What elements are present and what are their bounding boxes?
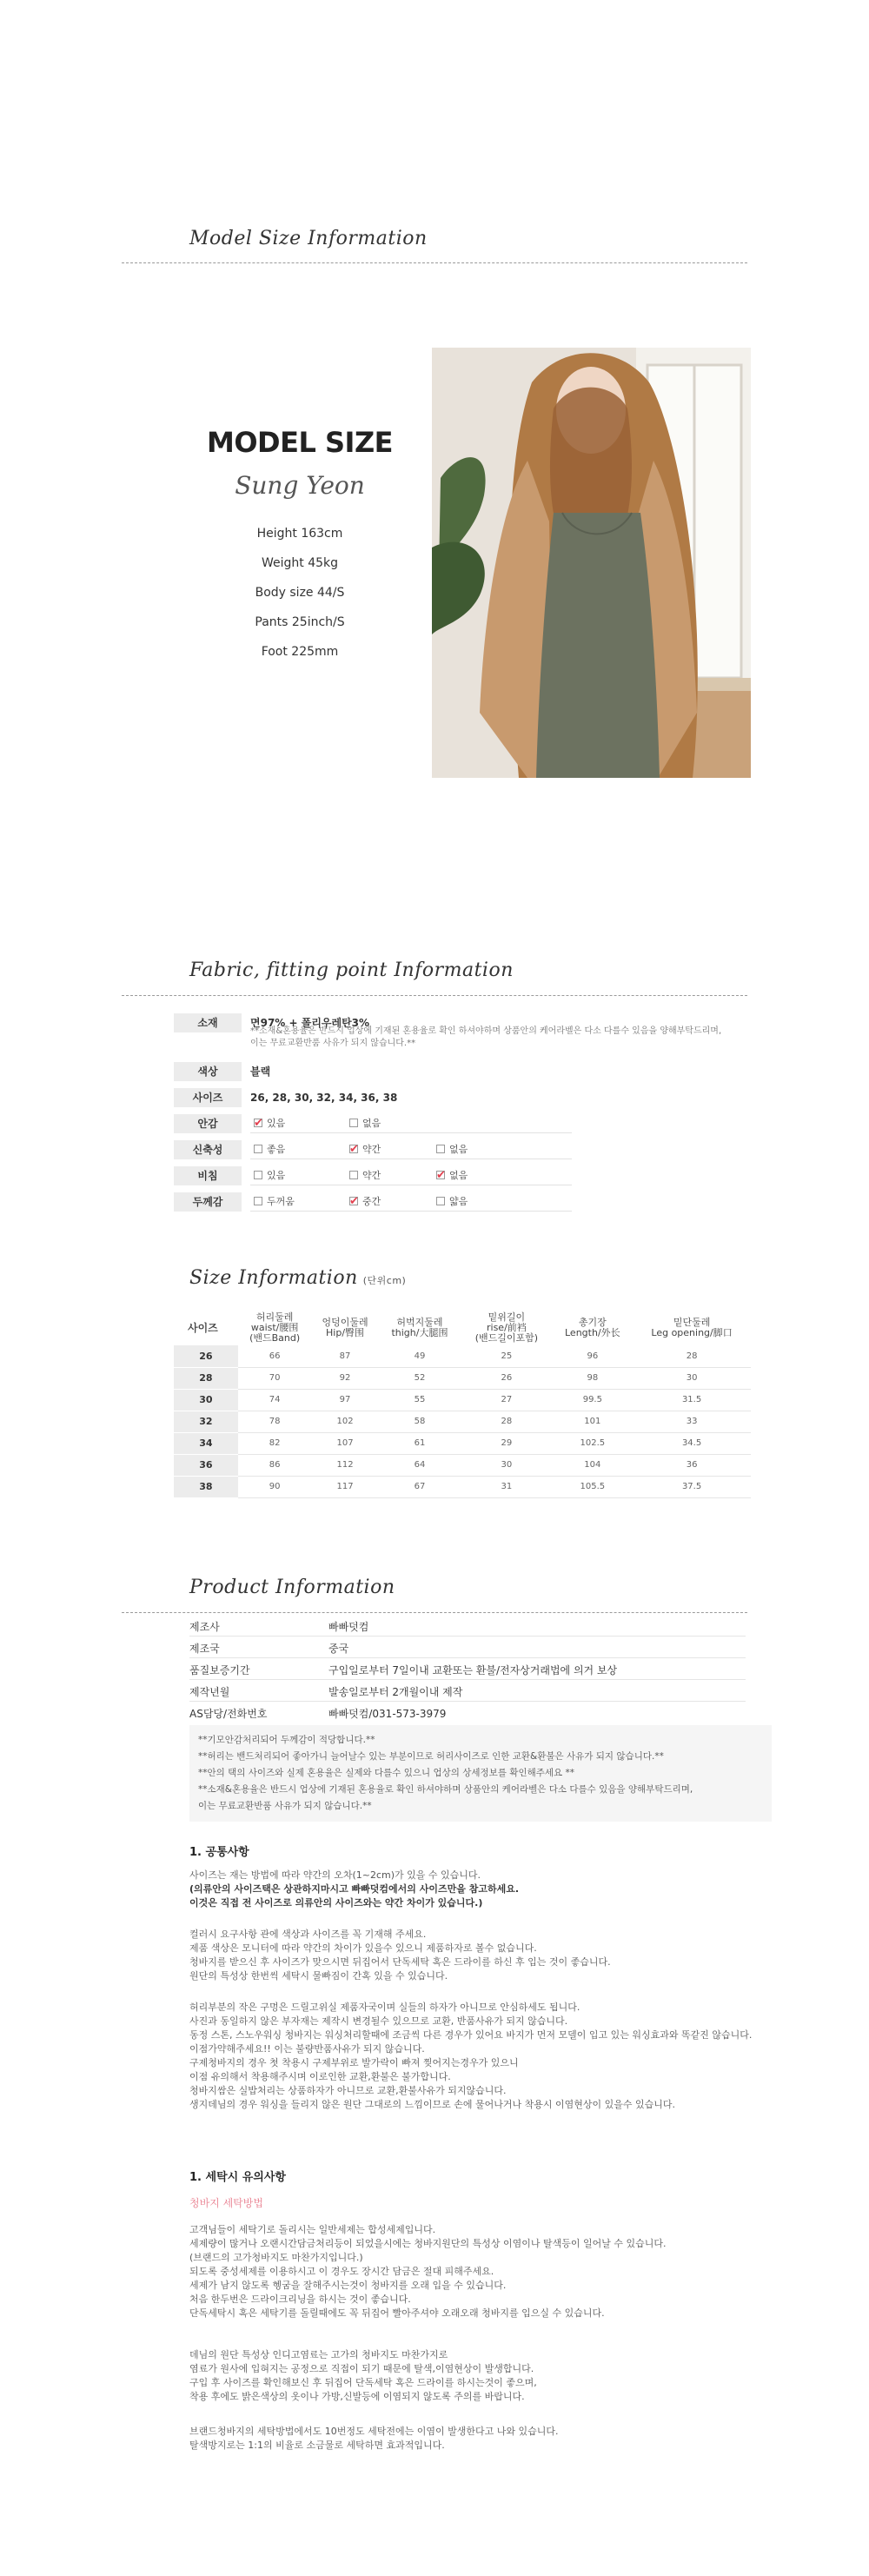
checkbox-icon[interactable] [436,1171,445,1179]
measurement-cell: 61 [379,1432,461,1454]
measurement-cell: 26 [461,1367,552,1389]
fabric-label: 소재 [174,1013,242,1032]
model-stats [191,519,408,667]
model-size-heading: MODEL SIZE [206,426,393,459]
divider [122,995,747,996]
row-divider [189,1679,746,1680]
measurement-cell: 64 [379,1454,461,1476]
fabric-label: 신축성 [174,1140,242,1159]
fabric-label: 사이즈 [174,1088,242,1107]
model-height: Height 163cm [256,527,343,541]
measurement-cell: 33 [633,1411,751,1432]
option-thickness-medium[interactable]: ✔ 중간 [349,1192,381,1212]
model-photo [432,348,751,778]
size-unit: (단위cm) [362,1275,407,1286]
checkbox-icon[interactable] [349,1171,358,1179]
option-sheer-slight[interactable]: 약간 [349,1166,381,1185]
fabric-label: 색상 [174,1062,242,1081]
measurement-cell: 31.5 [633,1389,751,1411]
size-label-cell: 32 [174,1411,238,1432]
fabric-row-sheer [174,1166,765,1185]
product-note: **허리는 밴드처리되어 좋아가니 늘어날수 있는 부분이므로 허리사이즈로 인한 교환&환불은 사유가 되지 않습니다.** [198,1751,664,1762]
measurement-cell: 86 [238,1454,312,1476]
row-divider [189,1636,746,1637]
option-sheer-none[interactable]: ✔ 없음 [436,1166,468,1185]
measurement-cell: 70 [238,1367,312,1389]
checkbox-icon[interactable] [254,1171,262,1179]
section-title-size: Size Information (단위cm) [189,1267,407,1289]
measurement-cell: 34.5 [633,1432,751,1454]
size-table [174,1311,751,1498]
measurement-cell: 90 [238,1476,312,1497]
thigh-col-header: 허벅지둘레 thigh/大腿围 [391,1317,448,1338]
checkbox-icon[interactable] [254,1145,262,1153]
measurement-cell: 78 [238,1411,312,1432]
size-table-row [174,1389,751,1411]
fabric-label: 비침 [174,1166,242,1185]
measurement-cell: 49 [379,1345,461,1367]
measurement-cell: 102.5 [553,1432,634,1454]
product-note: **소재&혼용율은 반드시 업상에 기재된 혼용율로 확인 하셔야하며 상품안의 케어라벨은 다소 다를수 있음을 양해부탁드리며, [198,1784,693,1795]
option-thickness-thin[interactable]: 얇음 [436,1192,468,1212]
row-divider [189,1657,746,1658]
measurement-cell: 52 [379,1367,461,1389]
fabric-label: 안감 [174,1114,242,1133]
fabric-value: 블랙 [250,1066,271,1078]
fabric-note: **소재&혼용율은 반드시 업상에 기재된 혼용율로 확인 하셔야하며 상품안의 케어라벨은 다소 다를수 있음을 양해부탁드리며, 이는 무료교환반품 사유가 되지 않습니다.** [250,1026,722,1048]
model-pants: Pants 25inch/S [255,615,345,629]
fabric-row-lining [174,1114,765,1133]
product-notes [189,1725,772,1822]
rise-col-header: 밑위길이 rise/前裆 (밴드길이포함) [474,1311,539,1344]
option-stretch-slight[interactable]: ✔ 약간 [349,1140,381,1159]
measurement-cell: 30 [461,1454,552,1476]
measurement-cell: 27 [461,1389,552,1411]
measurement-cell: 112 [311,1454,378,1476]
measurement-cell: 74 [238,1389,312,1411]
section-title-product: Product Information [189,1577,395,1598]
measurement-cell: 55 [379,1389,461,1411]
size-table-header [174,1311,751,1345]
divider [122,262,747,263]
wash-subheading: 청바지 세탁방법 [189,2197,263,2209]
measurement-cell: 104 [553,1454,634,1476]
fabric-label: 두께감 [174,1192,242,1212]
row-divider [250,1211,572,1212]
size-label-cell: 26 [174,1345,238,1367]
size-table-row [174,1345,751,1367]
size-label-cell: 36 [174,1454,238,1476]
model-info [191,426,408,667]
measurement-cell: 105.5 [553,1476,634,1497]
wash-group-2: 데님의 원단 특성상 인디고염료는 고가의 청바지도 마찬가지로 염료가 원사에 입혀지는 공정으로 직접이 되기 때문에 탈색,이염현상이 발생합니다. 구입 후 사이즈를 확인해보신 후 뒤집어 단독세탁 혹은 드라이를 하시는것이 좋으며, 착용 후에도 밝은색상의 옷이나 가방,신발등에 이염되지 않도록 주의를 바랍니다. [189,2349,537,2402]
measurement-cell: 25 [461,1345,552,1367]
option-stretch-none[interactable]: 없음 [436,1140,468,1159]
fabric-value: 26, 28, 30, 32, 34, 36, 38 [250,1092,398,1104]
checkbox-icon[interactable] [254,1119,262,1127]
measurement-cell: 31 [461,1476,552,1497]
fabric-value: 면97% + 폴리우레탄3% [250,1017,370,1029]
measurement-cell: 117 [311,1476,378,1497]
size-label-cell: 30 [174,1389,238,1411]
option-stretch-good[interactable]: 좋음 [254,1140,285,1159]
measurement-cell: 98 [553,1367,634,1389]
measurement-cell: 87 [311,1345,378,1367]
measurement-cell: 96 [553,1345,634,1367]
checkbox-icon[interactable] [349,1119,358,1127]
measurement-cell: 97 [311,1389,378,1411]
checkbox-icon[interactable] [436,1145,445,1153]
waist-col-header: 허리둘레 waist/腰围 (밴드Band) [249,1311,301,1344]
measurement-cell: 37.5 [633,1476,751,1497]
size-label-cell: 34 [174,1432,238,1454]
policy-group-3: 허리부분의 작은 구멍은 드릴고위실 제품자국이며 실들의 하자가 아니므로 안심하세도 됩니다. 사진과 동일하지 않은 부자재는 제작시 변경될수 있으므로 교환, 반품사유가 되지 않습니다. 동정 스톤, 스노우워싱 청바지는 워싱처리할때에 조금씩 다른 경우가 있어요 바지가 먼저 모델이 입고 있는 워싱효과와 똑같진 않습니다. 이점가약해주세요!! 이는 불량반품사유가 되지 않습니다. 구제청바지의 경우 첫 착용시 구제부위로 발가락이 빠져 찢어지는경우가 있으니 이점 유의해서 착용해주시며 이로인한 교환,환불은 불가합니다. 청바지쌈은 실밥처리는 상품하자가 아니므로 교환,환불사유가 되지않습니다. 생지데님의 경우 워싱을 들리지 않은 원단 그대로의 느낌이므로 손에 물어나거나 착용시 이염현상이 있을수 있습니다. [189,2002,753,2110]
measurement-cell: 67 [379,1476,461,1497]
model-body-size: Body size 44/S [255,586,345,600]
hip-col-header: 엉덩이둘레 Hip/臀围 [322,1317,368,1338]
policy-group-2: 컬러시 요구사항 관에 색상과 사이즈를 꼭 기재해 주세요. 제품 색상은 모니터에 따라 약간의 차이가 있을수 있으니 제품하자로 볼수 없습니다. 청바지를 받으신 후 사이즈가 맞으시면 뒤집어서 단독세탁 혹은 드라이를 하신 후 입는 것이 좋습니다. 원단의 특성상 한번씩 세탁시 물빠짐이 간혹 있을 수 있습니다. [189,1929,611,1982]
product-note: **기모안감처리되어 두께감이 적당합니다.** [198,1735,375,1745]
size-col-header: 사이즈 [188,1322,218,1334]
size-label-cell: 38 [174,1476,238,1497]
checkbox-icon[interactable] [349,1145,358,1153]
fabric-row-thickness [174,1192,765,1212]
measurement-cell: 92 [311,1367,378,1389]
checkbox-icon[interactable] [349,1197,358,1205]
size-table-row [174,1454,751,1476]
measurement-cell: 30 [633,1367,751,1389]
measurement-cell: 101 [553,1411,634,1432]
row-divider [189,1701,746,1702]
option-thickness-thick[interactable]: 두꺼움 [254,1192,295,1212]
section-title-fabric: Fabric, fitting point Information [189,959,514,981]
row-divider [250,1132,572,1133]
measurement-cell: 107 [311,1432,378,1454]
size-table-row [174,1432,751,1454]
size-table-row [174,1476,751,1497]
option-lining-yes[interactable]: ✔ 있음 [254,1114,285,1133]
option-lining-no[interactable]: 없음 [349,1114,381,1133]
model-weight: Weight 45kg [261,556,339,570]
model-name: Sung Yeon [235,471,365,500]
measurement-cell: 102 [311,1411,378,1432]
measurement-cell: 58 [379,1411,461,1432]
leg-opening-col-header: 밑단둘레 Leg opening/脚口 [651,1317,733,1338]
checkbox-icon[interactable] [436,1197,445,1205]
policy-group-1: 사이즈는 재는 방법에 따라 약간의 오차(1~2cm)가 있을 수 있습니다. (의류안의 사이즈택은 상관하지마시고 빠빠덧컴에서의 사이즈만을 참고하세요. 이것은 직접 전 사이즈로 의류안의 사이즈와는 약간 차이가 있습니다.) [189,1869,520,1909]
measurement-cell: 28 [633,1345,751,1367]
wash-heading: 1. 세탁시 유의사항 [189,2171,286,2184]
size-label-cell: 28 [174,1367,238,1389]
measurement-cell: 28 [461,1411,552,1432]
model-photo-illustration [432,348,751,778]
fabric-row-stretch [174,1140,765,1159]
size-table-row [174,1367,751,1389]
size-table-row [174,1411,751,1432]
product-note: **안의 택의 사이즈와 실제 혼용율은 실제와 다를수 있으니 업상의 상세정보를 확인해주세요 ** [198,1768,575,1778]
divider [122,1612,747,1613]
measurement-cell: 82 [238,1432,312,1454]
wash-group-3: 브랜드청바지의 세탁방법에서도 10번정도 세탁전에는 이염이 발생한다고 나와 있습니다. 탈색방지로는 1:1의 비율로 소금물로 세탁하면 효과적입니다. [189,2426,559,2451]
section-title-model: Model Size Information [189,228,428,249]
wash-group-1: 고객님들이 세탁기로 돌리시는 일반세제는 합성세제입니다. 세제량이 많거나 오랜시간담금처리등이 되었을시에는 청바지원단의 특성상 이염이나 탈색등이 일어날 수 있습니다. (브랜드의 고가청바지도 마찬가지입니다.) 되도록 중성세제를 이용하시고 이 경우도 장시간 담금은 절대 피해주세요. 세제가 남지 않도록 헹굼을 잘해주시는것이 청바지를 오래 입을 수 있습니다. 처음 한두번은 드라이크리닝을 하시는 것이 좋습니다. 단독세탁시 혹은 세탁기를 돌릴때에도 꼭 뒤집어 빨아주셔야 오래오래 청바지를 입으실 수 있습니다. [189,2224,667,2319]
option-sheer-yes[interactable]: 있음 [254,1166,285,1185]
measurement-cell: 66 [238,1345,312,1367]
measurement-cell: 29 [461,1432,552,1454]
checkbox-icon[interactable] [254,1197,262,1205]
product-note: 이는 무료교환반품 사유가 되지 않습니다.** [198,1801,372,1811]
measurement-cell: 36 [633,1454,751,1476]
policy-heading: 1. 공통사항 [189,1846,249,1859]
length-col-header: 총기장 Length/外长 [565,1317,620,1338]
measurement-cell: 99.5 [553,1389,634,1411]
model-foot: Foot 225mm [261,645,339,659]
